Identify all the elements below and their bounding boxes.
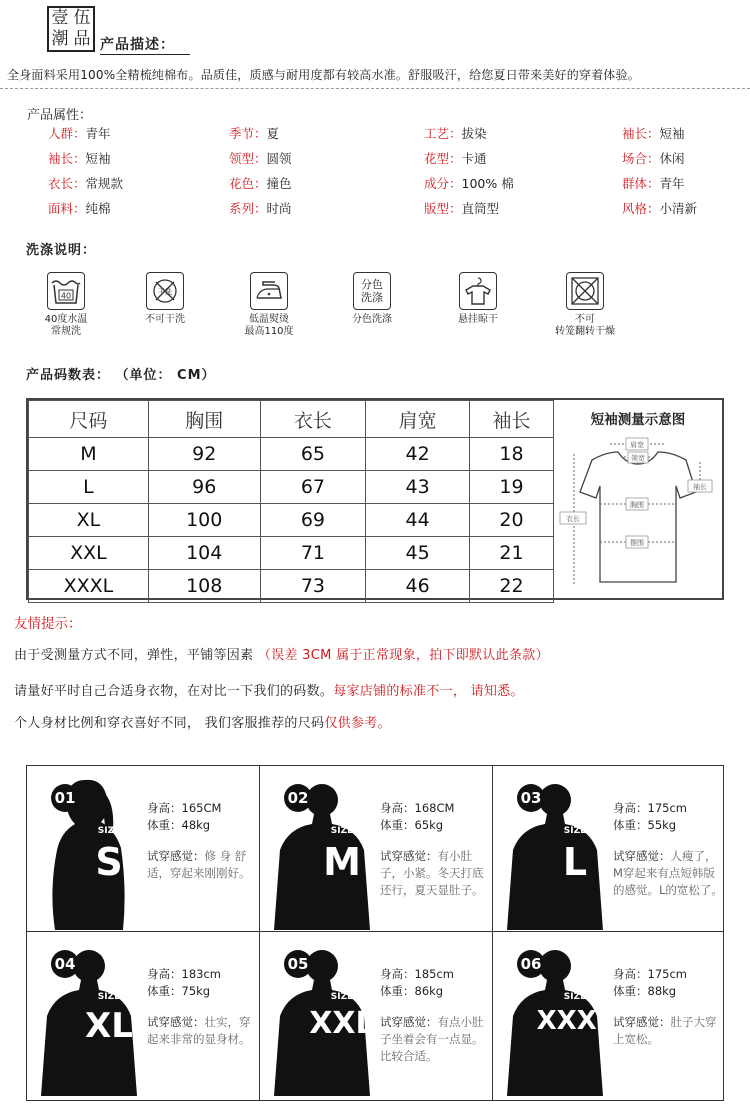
attribute-value: 短袖 bbox=[85, 151, 111, 166]
height-text: 身高：168CM bbox=[380, 801, 455, 815]
number-badge: 01 bbox=[51, 784, 79, 812]
size-cell: 45 bbox=[366, 537, 470, 570]
attribute-item bbox=[48, 124, 111, 142]
title-underline bbox=[100, 54, 190, 55]
weight-text: 体重：75kg bbox=[147, 984, 211, 998]
size-cell: 100 bbox=[148, 504, 260, 537]
attribute-item bbox=[424, 199, 499, 217]
size-cell: 21 bbox=[469, 537, 553, 570]
size-cell: XL bbox=[29, 504, 149, 537]
tip-text: 请量好平时自己合适身衣物，在对比一下我们的码数。 bbox=[14, 684, 334, 699]
attribute-key: 衣长： bbox=[48, 176, 86, 191]
diagram-label-shoulder: 肩宽 bbox=[630, 441, 644, 449]
attribute-value: 时尚 bbox=[266, 201, 292, 216]
table-row bbox=[29, 537, 554, 570]
tip-text-red: （误差 3CM 属于正常现象，拍下即默认此条款） bbox=[257, 648, 549, 663]
fit-feeling bbox=[380, 1014, 492, 1065]
table-row bbox=[29, 570, 554, 603]
fit-feeling-value: 有点小肚子坐着会有一点显。比较合适。 bbox=[380, 1015, 484, 1063]
weight-text: 体重：86kg bbox=[380, 984, 444, 998]
attribute-key: 花色： bbox=[229, 176, 267, 191]
size-cell: 20 bbox=[469, 504, 553, 537]
attribute-key: 版型： bbox=[424, 201, 462, 216]
weight-text: 体重：88kg bbox=[613, 984, 677, 998]
tip-text-red: 每家店铺的标准不一， 请知悉。 bbox=[333, 684, 524, 699]
attribute-item bbox=[229, 199, 292, 217]
attribute-value: 拔染 bbox=[461, 126, 487, 141]
fit-feeling-value: 肚子大穿上宽松。 bbox=[613, 1015, 717, 1046]
weight-text: 体重：48kg bbox=[147, 818, 211, 832]
size-value: S bbox=[95, 840, 123, 884]
fit-info bbox=[613, 966, 723, 1048]
height-text: 身高：165CM bbox=[147, 801, 222, 815]
size-value: XXL bbox=[309, 1006, 375, 1041]
fit-info bbox=[380, 966, 492, 1065]
number-badge: 02 bbox=[284, 784, 312, 812]
diagram-label-hem: 摆围 bbox=[630, 539, 644, 547]
wash-label bbox=[115, 314, 215, 326]
wash-label bbox=[428, 314, 528, 326]
fit-feeling-key: 试穿感觉： bbox=[380, 1015, 438, 1029]
attribute-value: 夏 bbox=[266, 126, 280, 141]
size-header-cell: 胸围 bbox=[148, 401, 260, 438]
tshirt-diagram-icon bbox=[554, 400, 722, 598]
wash-label bbox=[535, 314, 635, 338]
fit-feeling-value: 修 身 舒适，穿起来刚刚好。 bbox=[147, 849, 251, 880]
size-cell: 96 bbox=[148, 471, 260, 504]
size-cell: 18 bbox=[469, 438, 553, 471]
diagram-label-length: 衣长 bbox=[566, 515, 580, 523]
wash-label bbox=[322, 314, 422, 326]
wash-item-iron bbox=[219, 272, 319, 338]
attribute-row bbox=[48, 124, 748, 149]
size-cell: 44 bbox=[366, 504, 470, 537]
diagram-title: 短袖测量示意图 bbox=[590, 412, 686, 428]
fit-feeling-value: 人瘦了，M穿起来有点短韩版的感觉。L的宽松了。 bbox=[613, 849, 723, 897]
wash-item-no-dry-clean bbox=[115, 272, 215, 326]
attribute-value: 卡通 bbox=[461, 151, 487, 166]
fit-feeling-value: 有小肚子，小紧。冬天打底还行，夏天显肚子。 bbox=[380, 849, 484, 897]
fit-feeling bbox=[147, 848, 259, 882]
size-value: M bbox=[323, 840, 361, 884]
attribute-value: 常规款 bbox=[85, 176, 124, 191]
number-badge: 04 bbox=[51, 950, 79, 978]
wash-label bbox=[219, 314, 319, 338]
size-cell: XXL bbox=[29, 537, 149, 570]
attribute-value: 100% 棉 bbox=[461, 176, 514, 191]
tip-text: 个人身材比例和穿衣喜好不同， 我们客服推荐的尺码 bbox=[14, 716, 325, 731]
size-cell: 73 bbox=[260, 570, 366, 603]
washing-title: 洗涤说明： bbox=[26, 243, 97, 258]
hang-dry-icon bbox=[459, 272, 497, 310]
size-cell: 19 bbox=[469, 471, 553, 504]
fit-reference-grid bbox=[26, 765, 724, 1101]
size-caption: SIZE bbox=[563, 992, 587, 1002]
attribute-item bbox=[424, 124, 487, 142]
table-row bbox=[29, 471, 554, 504]
attribute-key: 群体： bbox=[622, 176, 660, 191]
size-cell: L bbox=[29, 471, 149, 504]
attribute-key: 人群： bbox=[48, 126, 86, 141]
fit-card bbox=[493, 932, 723, 1100]
attribute-row bbox=[48, 149, 748, 174]
wash-label-text: 低温熨烫 最高110度 bbox=[244, 314, 294, 337]
size-cell: 67 bbox=[260, 471, 366, 504]
size-caption: SIZE bbox=[330, 992, 354, 1002]
product-description-title: 产品描述： bbox=[100, 37, 175, 53]
attribute-item bbox=[48, 174, 123, 192]
size-cell: XXXL bbox=[29, 570, 149, 603]
attribute-key: 成分： bbox=[424, 176, 462, 191]
attribute-item bbox=[622, 124, 685, 142]
logo-char: 伍 bbox=[73, 8, 91, 28]
size-table-header bbox=[29, 401, 554, 438]
separate-wash-icon bbox=[353, 272, 391, 310]
attribute-value: 青年 bbox=[659, 176, 685, 191]
attribute-value: 青年 bbox=[85, 126, 111, 141]
tips-title: 友情提示： bbox=[14, 616, 82, 632]
attribute-value: 直筒型 bbox=[461, 201, 500, 216]
size-table-frame bbox=[26, 398, 724, 600]
size-cell: 104 bbox=[148, 537, 260, 570]
dry-clean-text: 干洗 bbox=[158, 288, 172, 296]
brand-logo bbox=[47, 6, 95, 52]
tip-line-2 bbox=[14, 680, 524, 699]
size-table-title: 产品码数表： （单位： CM） bbox=[26, 368, 216, 383]
size-cell: 46 bbox=[366, 570, 470, 603]
iron-low-icon bbox=[250, 272, 288, 310]
size-value: XXXL bbox=[536, 1006, 614, 1036]
attribute-value: 圆领 bbox=[266, 151, 292, 166]
attribute-item bbox=[229, 149, 292, 167]
size-cell: 69 bbox=[260, 504, 366, 537]
attribute-key: 工艺： bbox=[424, 126, 462, 141]
fit-info bbox=[147, 966, 259, 1048]
diagram-label-chest: 胸围 bbox=[630, 501, 644, 509]
table-row bbox=[29, 504, 554, 537]
attribute-row bbox=[48, 174, 748, 199]
wash-label-text: 不可干洗 bbox=[145, 314, 185, 325]
fit-card bbox=[260, 932, 493, 1100]
product-description-text: 全身面料采用100%全精梳纯棉布。品质佳，质感与耐用度都有较高水准。舒服吸汗，给您夏日带来美好的穿着体验。 bbox=[7, 68, 640, 82]
fit-feeling-value: 壮实，穿起来非常的显身材。 bbox=[147, 1015, 251, 1046]
attribute-key: 袖长： bbox=[48, 151, 86, 166]
size-caption: SIZE bbox=[97, 992, 121, 1002]
size-cell: 42 bbox=[366, 438, 470, 471]
wash-label-text: 悬挂晾干 bbox=[458, 314, 498, 325]
weight-text: 体重：65kg bbox=[380, 818, 444, 832]
wash-item-hang-dry bbox=[428, 272, 528, 326]
number-badge: 05 bbox=[284, 950, 312, 978]
size-table bbox=[28, 400, 554, 603]
tip-text: 由于受测量方式不同，弹性，平铺等因素 bbox=[14, 648, 258, 663]
dashed-divider bbox=[0, 88, 750, 89]
attribute-key: 面料： bbox=[48, 201, 86, 216]
attribute-value: 纯棉 bbox=[85, 201, 111, 216]
tip-line-1 bbox=[14, 644, 549, 663]
attribute-key: 领型： bbox=[229, 151, 267, 166]
fit-info bbox=[147, 800, 259, 882]
height-text: 身高：183cm bbox=[147, 967, 221, 981]
no-tumble-dry-icon bbox=[566, 272, 604, 310]
tip-line-3 bbox=[14, 712, 391, 731]
attribute-value: 小清新 bbox=[659, 201, 698, 216]
attribute-item bbox=[229, 124, 279, 142]
wash-item-40 bbox=[16, 272, 116, 338]
tip-text-red: 仅供参考。 bbox=[324, 716, 391, 731]
attribute-key: 系列： bbox=[229, 201, 267, 216]
table-row bbox=[29, 438, 554, 471]
size-header-cell: 尺码 bbox=[29, 401, 149, 438]
wash-label-text: 40度水温 常规洗 bbox=[44, 314, 88, 337]
size-caption: SIZE bbox=[563, 826, 587, 836]
attribute-row bbox=[48, 199, 748, 224]
size-header-cell: 衣长 bbox=[260, 401, 366, 438]
attribute-value: 短袖 bbox=[659, 126, 685, 141]
size-caption: SIZE bbox=[97, 826, 121, 836]
fit-feeling bbox=[613, 1014, 723, 1048]
size-cell: 92 bbox=[148, 438, 260, 471]
wash-item-no-tumble bbox=[535, 272, 635, 338]
attribute-item bbox=[48, 149, 111, 167]
fit-card bbox=[27, 766, 260, 932]
attributes-title: 产品属性： bbox=[27, 108, 93, 123]
number-badge: 03 bbox=[517, 784, 545, 812]
wash-label-text: 不可 转笼翻转干燥 bbox=[555, 314, 615, 337]
attribute-item bbox=[622, 174, 685, 192]
wash-40-icon bbox=[47, 272, 85, 310]
logo-char: 壹 bbox=[51, 8, 69, 28]
fit-card bbox=[27, 932, 260, 1100]
attribute-item bbox=[229, 174, 292, 192]
attribute-item bbox=[424, 149, 487, 167]
fit-card bbox=[260, 766, 493, 932]
height-text: 身高：185cm bbox=[380, 967, 454, 981]
fit-feeling-key: 试穿感觉： bbox=[613, 849, 671, 863]
separate-wash-text: 分色 洗涤 bbox=[361, 278, 383, 304]
attribute-value: 休闲 bbox=[659, 151, 685, 166]
no-dry-clean-icon bbox=[146, 272, 184, 310]
size-cell: 43 bbox=[366, 471, 470, 504]
attribute-item bbox=[48, 199, 111, 217]
wash-label-text: 分色洗涤 bbox=[352, 314, 392, 325]
diagram-label-neck: 领宽 bbox=[631, 454, 645, 463]
fit-feeling bbox=[613, 848, 723, 899]
size-caption: SIZE bbox=[330, 826, 354, 836]
logo-char: 品 bbox=[73, 29, 91, 49]
fit-feeling bbox=[380, 848, 492, 899]
size-cell: 71 bbox=[260, 537, 366, 570]
fit-feeling-key: 试穿感觉： bbox=[380, 849, 438, 863]
fit-feeling bbox=[147, 1014, 259, 1048]
attribute-item bbox=[622, 199, 697, 217]
fit-feeling-key: 试穿感觉： bbox=[147, 1015, 205, 1029]
attribute-value: 撞色 bbox=[266, 176, 292, 191]
height-text: 身高：175cm bbox=[613, 801, 687, 815]
size-cell: 108 bbox=[148, 570, 260, 603]
size-value: L bbox=[562, 840, 588, 884]
attributes-grid bbox=[48, 124, 748, 224]
measurement-diagram bbox=[554, 400, 722, 598]
size-header-cell: 肩宽 bbox=[366, 401, 470, 438]
attribute-key: 风格： bbox=[622, 201, 660, 216]
attribute-key: 场合： bbox=[622, 151, 660, 166]
size-cell: 65 bbox=[260, 438, 366, 471]
weight-text: 体重：55kg bbox=[613, 818, 677, 832]
attribute-item bbox=[424, 174, 514, 192]
size-header-cell: 袖长 bbox=[469, 401, 553, 438]
wash-label bbox=[16, 314, 116, 338]
diagram-label-sleeve: 袖长 bbox=[693, 483, 707, 491]
height-text: 身高：175cm bbox=[613, 967, 687, 981]
size-cell: 22 bbox=[469, 570, 553, 603]
size-cell: M bbox=[29, 438, 149, 471]
number-badge: 06 bbox=[517, 950, 545, 978]
size-value: XL bbox=[85, 1006, 133, 1046]
fit-info bbox=[613, 800, 723, 899]
fit-info bbox=[380, 800, 492, 899]
fit-feeling-key: 试穿感觉： bbox=[147, 849, 205, 863]
fit-feeling-key: 试穿感觉： bbox=[613, 1015, 671, 1029]
logo-char: 潮 bbox=[51, 29, 69, 49]
fit-card bbox=[493, 766, 723, 932]
attribute-item bbox=[622, 149, 685, 167]
attribute-key: 花型： bbox=[424, 151, 462, 166]
attribute-key: 季节： bbox=[229, 126, 267, 141]
wash-item-separate bbox=[322, 272, 422, 326]
wash-temp: 40 bbox=[60, 291, 72, 301]
attribute-key: 袖长： bbox=[622, 126, 660, 141]
